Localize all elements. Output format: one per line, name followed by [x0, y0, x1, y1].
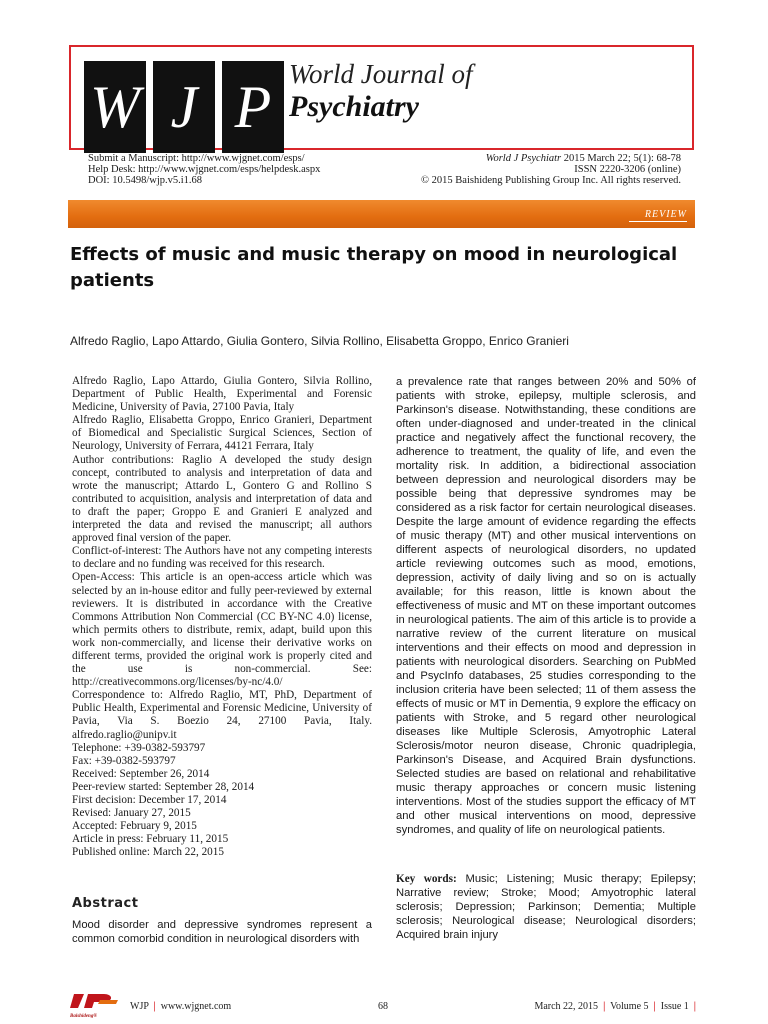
accepted-date: Accepted: February 9, 2015 [72, 820, 197, 833]
received-date: Received: September 26, 2014 [72, 767, 210, 780]
footer-issue-info [534, 1001, 696, 1012]
abstract-text: Mood disorder and depressive syndromes represent a common comorbid condition in neurological disorders with [72, 919, 372, 945]
correspondence: Correspondence to: Alfredo Raglio, MT, PhD, Department of Public Health, Experimental and Forensic Medicine, University of Pavia, Via S. Boezio 24, 27100 Pavia, Italy. alfredo.raglio@unipv.it [72, 689, 372, 741]
conflict-of-interest: Conflict-of-interest: The Authors have not any competing interests to declare and no funding was received for this research. [72, 545, 372, 571]
publisher-logo-icon [70, 990, 122, 1012]
open-access: Open-Access: This article is an open-access article which was selected by an in-house editor and fully peer-reviewed by external reviewers. It is distributed in accordance with the Creative Commons Attribution Non Commercial (CC BY-NC 4.0) license, which permits others to distribute, remix, adapt, build upon this work non-commercially, and license their derivative works on different terms, provided the original work is properly cited and the use is non-commercial. See: http://creativecommons.org/licenses/by-nc/4.0/ [72, 571, 372, 689]
issn: ISSN 2220-3206 (online) [574, 164, 681, 175]
footer-separator: | [651, 1001, 659, 1012]
logo-letter-p: P [222, 61, 284, 153]
footer-volume: Volume 5 [610, 1001, 649, 1012]
journal-title-line1: World Journal of [289, 59, 473, 89]
page-number: 68 [378, 1001, 388, 1012]
citation-date: 2015 March 22; 5(1): 68-78 [561, 153, 681, 164]
section-label-underline [629, 221, 687, 222]
in-press-date: Article in press: February 11, 2015 [72, 833, 229, 846]
submit-link[interactable]: Submit a Manuscript: http://www.wjgnet.com/esps/ [88, 153, 305, 164]
section-label: REVIEW [644, 209, 687, 220]
journal-title-line2: Psychiatry [289, 90, 419, 123]
journal-header [69, 45, 694, 150]
footer-date: March 22, 2015 [534, 1001, 599, 1012]
submission-info [88, 153, 320, 186]
copyright: © 2015 Baishideng Publishing Group Inc. All rights reserved. [421, 175, 681, 186]
journal-logo [84, 61, 284, 153]
article-title: Effects of music and music therapy on mood in neurological patients [70, 244, 678, 291]
footer-issue: Issue 1 [660, 1001, 689, 1012]
affiliation-1: Alfredo Raglio, Lapo Attardo, Giulia Gontero, Silvia Rollino, Department of Public Health, Experimental and Forensic Medicine, University of Pavia, 27100 Pavia, Italy [72, 375, 372, 414]
footer-separator: | [600, 1001, 608, 1012]
author-list: Alfredo Raglio, Lapo Attardo, Giulia Gontero, Silvia Rollino, Elisabetta Groppo, Enrico Granieri [70, 334, 569, 348]
footer-url[interactable]: www.wjgnet.com [160, 1001, 232, 1012]
telephone: Telephone: +39-0382-593797 [72, 741, 206, 754]
peer-review-date: Peer-review started: September 28, 2014 [72, 780, 255, 793]
footer-separator: | [151, 1001, 159, 1012]
keywords-label: Key words: [396, 873, 457, 885]
logo-letter-j: J [153, 61, 215, 153]
affiliations-column [72, 375, 372, 859]
first-decision-date: First decision: December 17, 2014 [72, 794, 227, 806]
author-contributions: Author contributions: Raglio A developed the study design concept, contributed to analysis and interpretation of data and wrote the manuscript; Attardo L, Gontero G and Rollino S contributed to acquisition, analysis and interpretation of data and to draft the paper; Groppo E and Granieri E analyzed and interpreted the data and revised the manuscript; all authors approved final version of the paper. [72, 453, 372, 545]
citation-info [421, 153, 681, 186]
helpdesk-link[interactable]: Help Desk: http://www.wjgnet.com/esps/helpdesk.aspx [88, 164, 321, 175]
journal-abbrev: World J Psychiatr [485, 153, 562, 164]
footer-separator: | [691, 1001, 696, 1012]
keywords [396, 872, 696, 942]
fax: Fax: +39-0382-593797 [72, 754, 176, 767]
abstract-continuation: a prevalence rate that ranges between 20% and 50% of patients with stroke, epilepsy, multiple sclerosis, and Parkinson's disease. Notwithstanding, these conditions are often under-diagnosed and under-treated in the clinical practice and negatively affect the functional recovery, the adherence to treatment, the quality of life, and even the mortality risk. In addition, a bidirectional association between depression and neurological disorders may be possible being that depressive syndromes may be considered as a risk factor for certain neurological diseases. Despite the large amount of evidence regarding the effects of music therapy (MT) and other musical interventions on different aspects of neurological disorders, no updated article reviewing outcomes such as mood, emotions, depression, activity of daily living and so on is actually available; for this reason, little is known about the effectiveness of music and MT on these important outcomes in neurological patients. The aim of this article is to provide a narrative review of the current literature on musical interventions and their effects on mood and depression in patients with neurological disorders. Searching on PubMed and PsycInfo databases, 25 studies corresponding to the inclusion criteria have been selected; 11 of them assess the effects of music or MT in Dementia, 9 explore the efficacy on patients with Stroke, and 5 regard other neurological diseases like Multiple Sclerosis, Amyotrophic Lateral Sclerosis/motor neuron disease, Chronic quadriplegia, Parkinson's Disease, and Acquired Brain dysfunctions. Selected studies are based on relational and rehabilitative music therapy approaches or concern music listening interventions. Most of the studies support the efficacy of MT and other musical interventions on mood, depressive syndromes, and quality of life on neurological patients. [396, 376, 696, 836]
logo-letter-w: W [84, 61, 146, 153]
footer-journal-abbrev: WJP [130, 1001, 149, 1012]
keywords-text: Music; Listening; Music therapy; Epilepsy; Narrative review; Stroke; Mood; Amyotrophic lateral sclerosis; Depression; Parkinson; Dementia; Multiple sclerosis; Neurological disease; Neurological disorders; Acquired brain injury [396, 873, 696, 941]
revised-date: Revised: January 27, 2015 [72, 807, 191, 820]
footer-journal [130, 1001, 231, 1012]
citation-line [421, 153, 681, 164]
published-date: Published online: March 22, 2015 [72, 846, 224, 859]
affiliation-2: Alfredo Raglio, Elisabetta Groppo, Enrico Granieri, Department of Biomedical and Specialistic Surgical Sciences, Section of Neurology, University of Ferrara, 44121 Ferrara, Italy [72, 414, 372, 453]
journal-title [289, 59, 473, 124]
doi: DOI: 10.5498/wjp.v5.i1.68 [88, 175, 203, 186]
publisher-name: Baishideng® [70, 1014, 98, 1019]
abstract-heading: Abstract [72, 896, 139, 911]
section-band [68, 200, 695, 228]
